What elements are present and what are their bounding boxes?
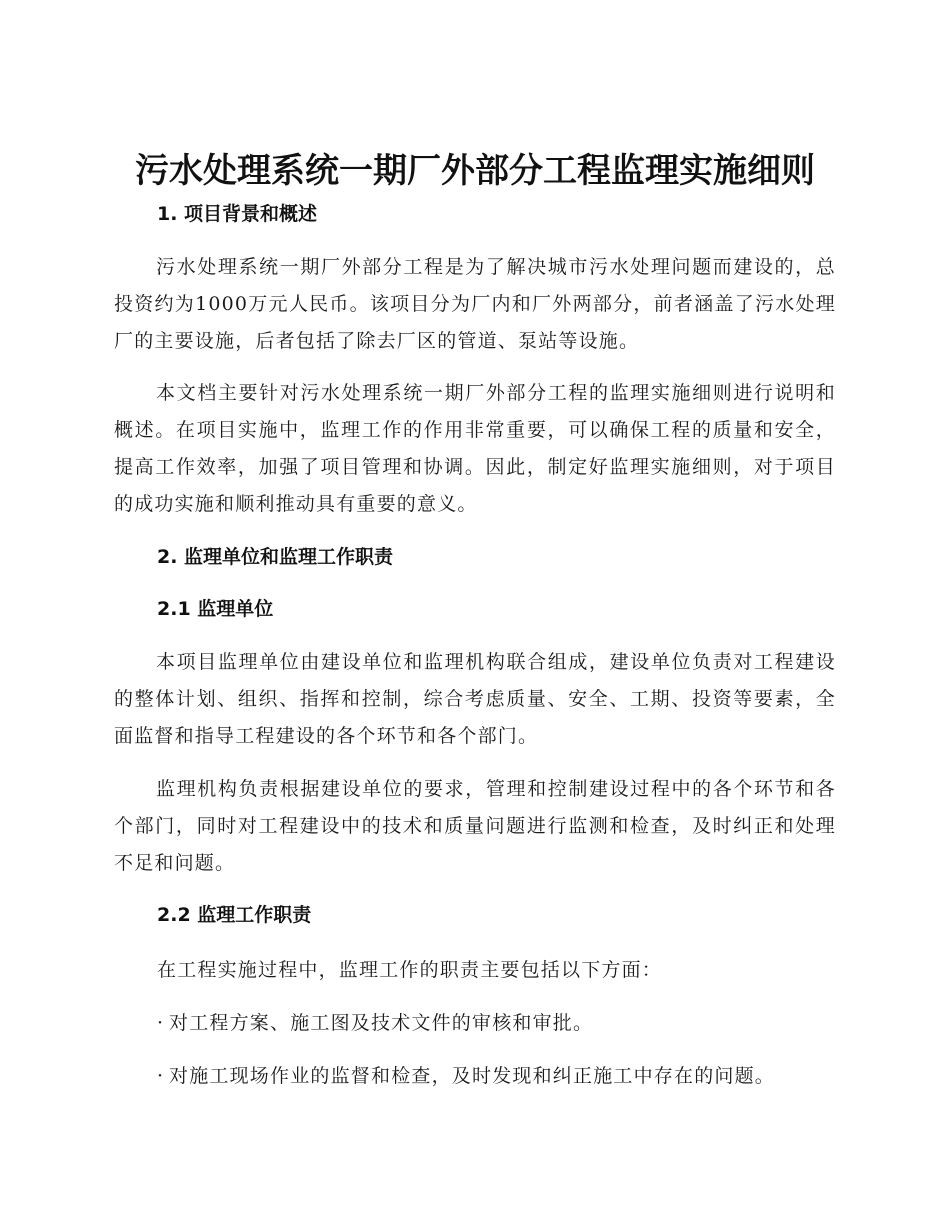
bullet-dot-icon: · bbox=[157, 1065, 164, 1087]
section-2-2-intro: 在工程实施过程中，监理工作的职责主要包括以下方面： bbox=[157, 959, 663, 981]
section-2-heading: 2. 监理单位和监理工作职责 bbox=[157, 546, 394, 568]
section-2-1-paragraph-2: 监理机构负责根据建设单位的要求，管理和控制建设过程中的各个环节和各个部门，同时对工程建设中的技术和质量问题进行监测和检查，及时纠正和处理不足和问题。 bbox=[114, 778, 836, 874]
section-2-2-heading: 2.2 监理工作职责 bbox=[157, 904, 312, 926]
section-2-1-paragraph-1: 本项目监理单位由建设单位和监理机构联合组成，建设单位负责对工程建设的整体计划、组织、指挥和控制，综合考虑质量、安全、工期、投资等要素，全面监督和指导工程建设的各个环节和各个部门。 bbox=[114, 651, 836, 747]
bullet-item bbox=[157, 1061, 775, 1091]
bullet-dot-icon: · bbox=[157, 1012, 164, 1034]
section-1-paragraph-2: 本文档主要针对污水处理系统一期厂外部分工程的监理实施细则进行说明和概述。在项目实施中，监理工作的作用非常重要，可以确保工程的质量和安全，提高工作效率，加强了项目管理和协调。因此，制定好监理实施细则，对于项目的成功实施和顺利推动具有重要的意义。 bbox=[114, 382, 836, 515]
document-title: 污水处理系统一期厂外部分工程监理实施细则 bbox=[135, 151, 815, 191]
bullet-item-text: 对工程方案、施工图及技术文件的审核和审批。 bbox=[169, 1012, 594, 1034]
bullet-item bbox=[157, 1008, 593, 1038]
section-1-paragraph-1: 污水处理系统一期厂外部分工程是为了解决城市污水处理问题而建设的，总投资约为1000万元人民币。该项目分为厂内和厂外两部分，前者涵盖了污水处理厂的主要设施，后者包括了除去厂区的管道、泵站等设施。 bbox=[114, 256, 836, 352]
bullet-item-text: 对施工现场作业的监督和检查，及时发现和纠正施工中存在的问题。 bbox=[169, 1065, 776, 1087]
section-1-heading: 1. 项目背景和概述 bbox=[157, 203, 318, 225]
section-2-1-heading: 2.1 监理单位 bbox=[157, 598, 274, 620]
